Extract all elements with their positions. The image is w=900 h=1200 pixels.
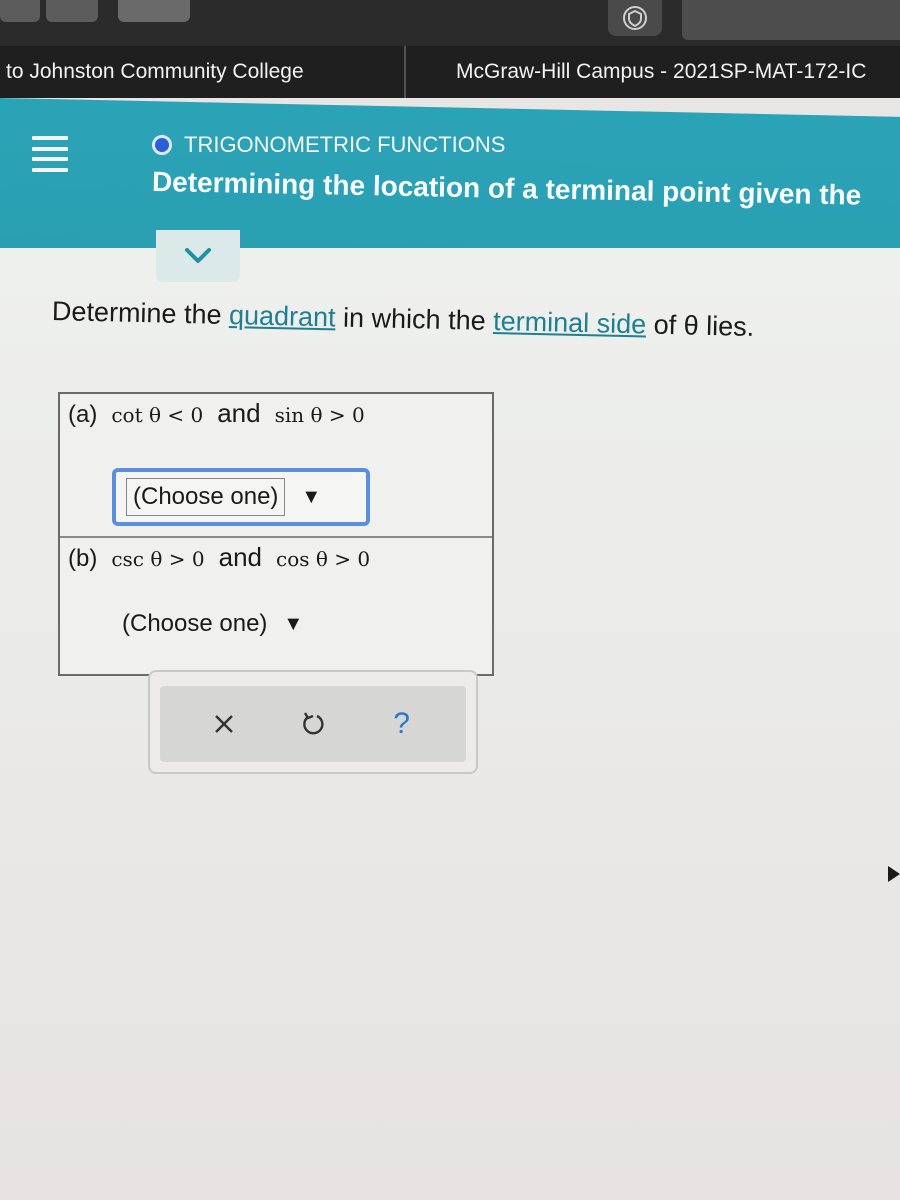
condition-2: sin θ > 0: [274, 403, 365, 427]
topic-label: TRIGONOMETRIC FUNCTIONS: [184, 132, 506, 157]
undo-button[interactable]: [293, 704, 333, 744]
prompt-text: of θ lies.: [645, 309, 755, 342]
part-a: [60, 394, 492, 538]
part-letter: (a): [68, 401, 98, 428]
quadrant-select-b[interactable]: [122, 610, 303, 638]
browser-chrome: [0, 0, 900, 48]
sidebar-toggle-button[interactable]: [118, 0, 190, 22]
tab-label: to Johnston Community College: [6, 60, 304, 83]
quadrant-select-a[interactable]: [112, 468, 370, 526]
select-value: (Choose one): [126, 478, 285, 516]
back-button[interactable]: [0, 0, 40, 22]
part-b: [60, 538, 492, 674]
tab-label: McGraw-Hill Campus - 2021SP-MAT-172-IC: [456, 60, 867, 83]
lesson-title: Determining the location of a terminal point given the: [151, 166, 862, 211]
condition-1: cot θ < 0: [111, 403, 204, 427]
terminal-side-link[interactable]: terminal side: [492, 306, 647, 340]
quadrant-link[interactable]: quadrant: [228, 300, 336, 333]
tab-bar: [0, 46, 900, 98]
tab-johnston[interactable]: [6, 46, 400, 98]
part-b-label: [68, 542, 370, 573]
joiner: and: [217, 398, 261, 428]
chevron-down-icon: [183, 247, 213, 265]
hamburger-menu-icon[interactable]: [32, 136, 68, 172]
prompt-text: Determine the: [51, 296, 230, 331]
select-value: (Choose one): [122, 610, 268, 637]
answer-box: [58, 392, 494, 676]
topic-line: [152, 132, 505, 158]
help-button[interactable]: [382, 704, 422, 744]
address-bar[interactable]: [682, 0, 900, 40]
x-icon: [213, 713, 235, 735]
forward-button[interactable]: [46, 0, 98, 22]
next-arrow-icon[interactable]: [888, 866, 900, 882]
part-a-label: [68, 398, 365, 429]
dropdown-caret-icon: ▼: [283, 612, 304, 635]
clear-button[interactable]: [204, 704, 244, 744]
undo-icon: [300, 711, 326, 737]
condition-2: cos θ > 0: [276, 547, 371, 571]
tab-mcgraw-hill[interactable]: [404, 46, 900, 98]
part-letter: (b): [68, 545, 98, 572]
collapse-header-button[interactable]: [156, 230, 240, 282]
progress-dot-icon: [152, 135, 172, 155]
joiner: and: [218, 542, 262, 572]
help-icon: ?: [393, 707, 410, 740]
condition-1: csc θ > 0: [111, 547, 205, 571]
shield-extension-icon[interactable]: [608, 0, 662, 36]
prompt-text: in which the: [335, 302, 494, 337]
dropdown-caret-icon: ▼: [301, 485, 322, 508]
answer-toolbar: [148, 670, 478, 774]
